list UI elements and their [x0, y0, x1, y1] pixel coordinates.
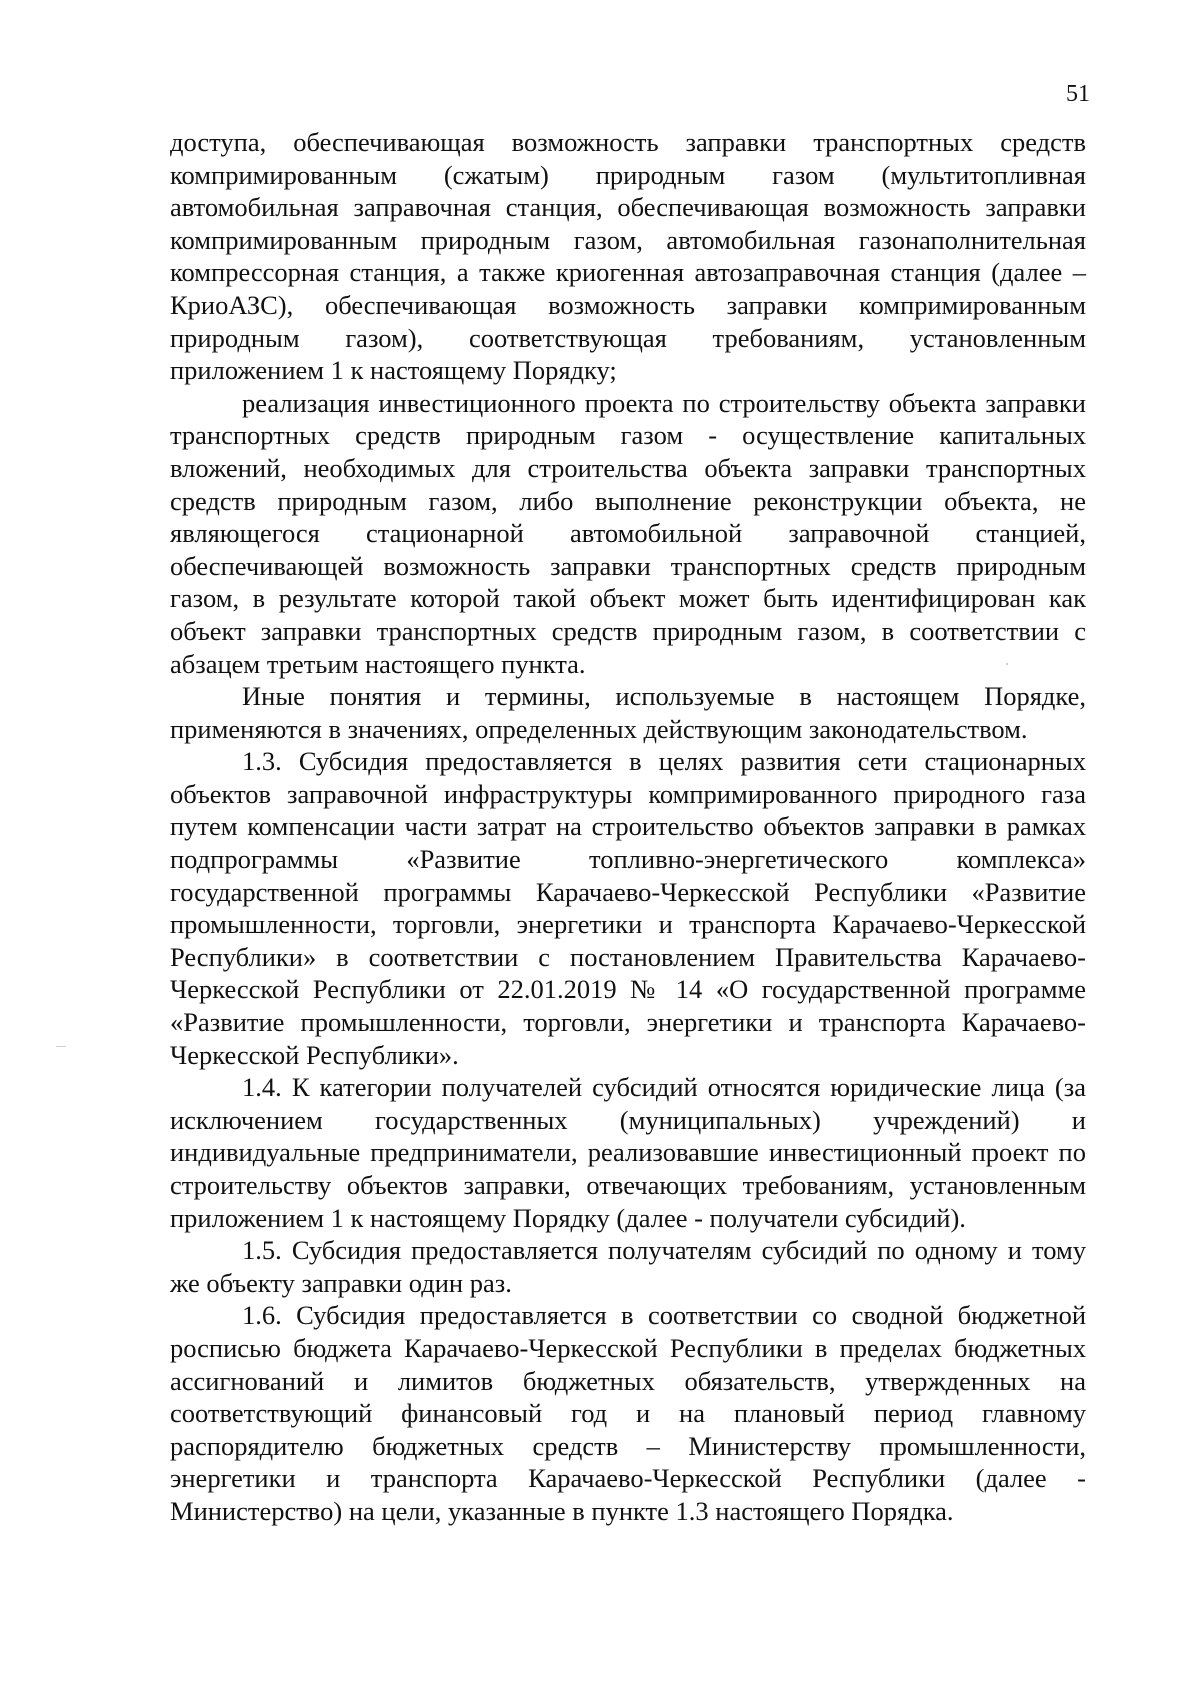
paragraph-other-terms: Иные понятия и термины, используемые в настоящем Порядке, применяются в значениях, определенных действующим законодательством.: [170, 681, 1086, 744]
scan-speck: [1006, 663, 1008, 665]
page-number: 51: [1066, 81, 1090, 107]
paragraph-continuation: доступа, обеспечивающая возможность заправки транспортных средств компримированным (сжатым) природным газом (мультитопливная автомобильная заправочная станция, обеспечивающая возможность заправки компримированным природным газом, автомобильная газонаполнительная компрессорная станция, а также криогенная автозаправочная станция (далее – КриоАЗС), обеспечивающая возможность заправки компримированным природным газом), соответствующая требованиям, установленным приложением 1 к настоящему Порядку;: [170, 127, 1086, 386]
paragraph-investment-project-definition: реализация инвестиционного проекта по строительству объекта заправки транспортных средств природным газом - осуществление капитальных вложений, необходимых для строительства объекта заправки транспортных средств природным газом, либо выполнение реконструкции объекта, не являющегося стационарной автомобильной заправочной станцией, обеспечивающей возможность заправки транспортных средств природным газом, в результате которой такой объект может быть идентифицирован как объект заправки транспортных средств природным газом, в соответствии с абзацем третьим настоящего пункта.: [170, 387, 1086, 679]
paragraph-1-3: 1.3. Субсидия предоставляется в целях развития сети стационарных объектов заправочной инфраструктуры компримированного природного газа путем компенсации части затрат на строительство объектов заправки в рамках подпрограммы «Развитие топливно-энергетического комплекса» государственной программы Карачаево-Черкесской Республики «Развитие промышленности, торговли, энергетики и транспорта Карачаево-Черкесской Республики» в соответствии с постановлением Правительства Карачаево-Черкесской Республики от 22.01.2019 № 14 «О государственной программе «Развитие промышленности, торговли, энергетики и транспорта Карачаево-Черкесской Республики».: [170, 746, 1086, 1070]
paragraph-1-4: 1.4. К категории получателей субсидий относятся юридические лица (за исключением государственных (муниципальных) учреждений) и индивидуальные предприниматели, реализовавшие инвестиционный проект по строительству объектов заправки, отвечающих требованиям, установленным приложением 1 к настоящему Порядку (далее - получатели субсидий).: [170, 1072, 1086, 1233]
paragraph-1-6: 1.6. Субсидия предоставляется в соответствии со сводной бюджетной росписью бюджета Карачаево-Черкесской Республики в пределах бюджетных ассигнований и лимитов бюджетных обязательств, утвержденных на соответствующий финансовый год и на плановый период главному распорядителю бюджетных средств – Министерству промышленности, энергетики и транспорта Карачаево-Черкесской Республики (далее - Министерство) на цели, указанные в пункте 1.3 настоящего Порядка.: [170, 1300, 1086, 1526]
scan-edge-mark: [56, 1046, 66, 1047]
paragraph-1-5: 1.5. Субсидия предоставляется получателям субсидий по одному и тому же объекту заправки один раз.: [170, 1235, 1086, 1298]
document-body: [170, 126, 1086, 1528]
